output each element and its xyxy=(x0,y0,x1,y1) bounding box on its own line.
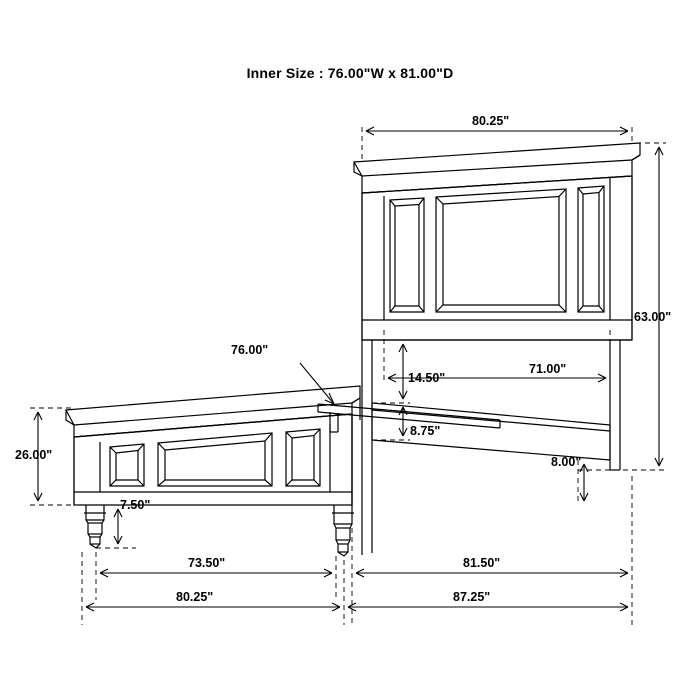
headboard-group xyxy=(354,143,640,555)
page-title: Inner Size : 76.00"W x 81.00"D xyxy=(246,65,454,81)
dim-mattress-support-width: 76.00" xyxy=(231,343,269,357)
dim-headboard-width: 80.25" xyxy=(472,114,510,128)
dim-overall-depth: 87.25" xyxy=(453,590,491,604)
dim-slat-height: 8.75" xyxy=(410,424,441,438)
dim-footboard-height: 26.00" xyxy=(15,448,53,462)
dim-rail-to-headboard-top: 14.50" xyxy=(408,371,446,385)
footboard-right-post xyxy=(332,505,354,556)
footboard-group xyxy=(66,386,360,505)
dim-floor-clearance: 8.00" xyxy=(551,455,582,469)
dim-footboard-overall-width: 80.25" xyxy=(176,590,214,604)
footboard-left-post xyxy=(84,505,106,548)
dim-headboard-height: 63.00" xyxy=(634,310,672,324)
dim-leg-height: 7.50" xyxy=(120,498,151,512)
dim-headboard-panel-width: 71.00" xyxy=(529,362,567,376)
dimension-lines xyxy=(34,127,663,611)
dim-footboard-span: 73.50" xyxy=(188,556,226,570)
dim-bed-side-length: 81.50" xyxy=(463,556,501,570)
center-support-group xyxy=(318,404,500,432)
